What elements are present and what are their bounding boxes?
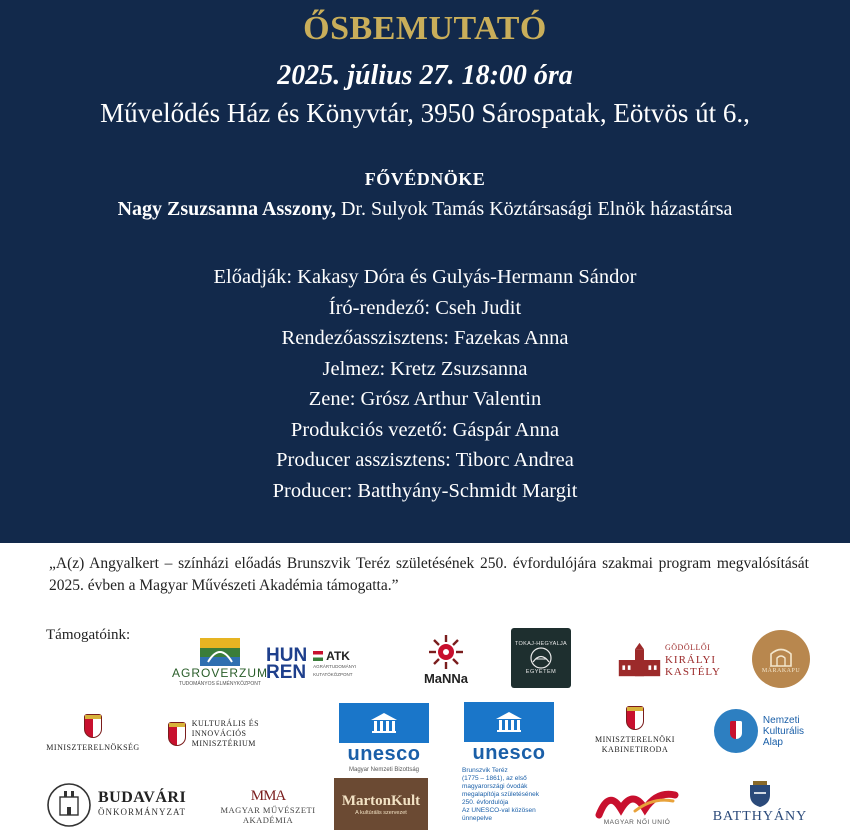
- tokaj-name: TOKAJ-HEGYALJA: [515, 641, 567, 647]
- batthyany-crest-icon: [745, 779, 775, 809]
- manna-logo: [418, 630, 474, 688]
- noi-unio-name: MAGYAR NŐI UNIÓ: [603, 818, 671, 826]
- budavari-logo: [46, 780, 198, 830]
- hungarian-coat-of-arms-icon: [168, 722, 186, 746]
- sarospatak-name: MÁRAKAPU: [761, 668, 801, 674]
- atk-label: ATK: [326, 649, 350, 663]
- godollo-castle-logo: [617, 634, 721, 686]
- hunren-atk-logo: [266, 645, 378, 683]
- mma-logo: [218, 780, 318, 832]
- martonkult-logo: [334, 778, 428, 830]
- agroverzum-icon: [200, 638, 240, 666]
- unesco1-name: unesco: [347, 742, 421, 765]
- credit-music: Zene: Grósz Arthur Valentin: [308, 388, 542, 410]
- event-datetime: 2025. július 27. 18:00 óra: [277, 60, 573, 91]
- kim-line2: MINISZTÉRIUM: [191, 739, 256, 748]
- supporters-label: Támogatóink:: [46, 627, 131, 643]
- kabinet-line1: MINISZTERELNÖKI: [595, 734, 675, 744]
- mma-mark: MMA: [250, 787, 286, 804]
- patron-name: Nagy Zsuzsanna Asszony,: [117, 198, 336, 220]
- budavari-line2: ÖNKORMÁNYZAT: [98, 807, 186, 817]
- manna-name: MaNNa: [423, 670, 469, 686]
- magyar-noi-unio-logo: [590, 782, 684, 830]
- mma-line1: MAGYAR MŰVÉSZETI: [220, 804, 316, 815]
- credits-list: [0, 262, 850, 506]
- patron-role: Dr. Sulyok Tamás Köztársasági Elnök házastársa: [335, 198, 733, 220]
- kim-line1: KULTURÁLIS ÉS INNOVÁCIÓS: [191, 719, 260, 738]
- event-title: ŐSBEMUTATÓ: [303, 10, 547, 47]
- budavari-line1: BUDAVÁRI: [98, 789, 187, 806]
- batthyany-name: BATTHYÁNY: [712, 809, 808, 824]
- atk-icon: [313, 651, 323, 661]
- tokaj-emblem-icon: [527, 647, 555, 669]
- hungarian-coat-of-arms-icon: [626, 706, 644, 730]
- credit-production-manager: Produkciós vezető: Gáspár Anna: [290, 418, 560, 441]
- nka-line1: Nemzeti: [762, 714, 800, 726]
- patron-line: [0, 198, 850, 221]
- unesco-national-commission-logo: [337, 702, 431, 774]
- unesco-temple-icon: [464, 702, 554, 742]
- mma-line2: AKADÉMIA: [242, 814, 294, 825]
- unesco2-text-4: megalapítója születésének: [462, 791, 539, 798]
- unesco2-text-7: ünnepelve: [462, 815, 492, 822]
- credit-costume: Jelmez: Kretz Zsuzsanna: [322, 357, 528, 380]
- unesco2-name: unesco: [472, 742, 546, 764]
- patron-heading: FŐVÉDNÖKE: [364, 169, 486, 189]
- credit-performers: Előadják: Kakasy Dóra és Gulyás-Hermann Sándor: [213, 266, 637, 288]
- agroverzum-sub: TUDOMÁNYOS ÉLMÉNYKÖZPONT: [179, 681, 261, 687]
- godollo-line3: KASTÉLY: [664, 666, 721, 678]
- batthyany-logo: [708, 774, 812, 830]
- martonkult-sub: A kultúrális szervezet: [355, 809, 407, 816]
- godollo-line1: GÖDÖLLŐI: [664, 643, 711, 652]
- nka-logo: [706, 705, 812, 757]
- sarospatak-medallion-logo: [752, 630, 810, 688]
- unesco1-sub: Magyar Nemzeti Bizottság: [348, 766, 420, 773]
- tokaj-university-logo: [511, 628, 571, 688]
- credit-writer-director: Író-rendező: Cseh Judit: [328, 296, 522, 319]
- noi-unio-mark-icon: [595, 787, 679, 819]
- event-venue: Művelődés Ház és Könyvtár, 3950 Sárospatak, Eötvös út 6.,: [100, 98, 750, 128]
- prime-minister-office-logo: [46, 706, 140, 760]
- nka-circle-icon: [714, 709, 758, 753]
- kabinet-line2: KABINETIRODA: [601, 744, 669, 754]
- nka-line3: Alap: [762, 736, 783, 748]
- godollo-line2: KIRÁLYI: [664, 654, 717, 666]
- hunren-line2: REN: [266, 662, 307, 683]
- agroverzum-logo: [172, 638, 269, 688]
- manna-sun-icon: [425, 633, 467, 671]
- hungarian-coat-of-arms-icon: [84, 714, 102, 738]
- credit-producer-assistant: Producer asszisztens: Tiborc Andrea: [276, 449, 574, 471]
- martonkult-name: MartonKult: [341, 792, 421, 809]
- agroverzum-name: AGROVERZUM: [172, 666, 269, 680]
- unesco2-text-2: (1775 – 1861), az első: [462, 775, 527, 782]
- tokaj-sub: EGYETEM: [525, 669, 557, 675]
- atk-sub: AGRÁRTUDOMÁNYI KUTATÓKÖZPONT: [313, 664, 357, 677]
- unesco-temple-icon: [339, 703, 429, 743]
- pm-cabinet-office-logo: [590, 700, 680, 760]
- min-office-name: MINISZTERELNÖKSÉG: [46, 742, 140, 752]
- kim-ministry-logo: [168, 712, 314, 756]
- support-statement: „A(z) Angyalkert – színházi előadás Brunszvik Teréz születésének 250. évfordulójára szakmai program megvalósítását 2025. évben a Magyar Művészeti Akadémia támogatta.”: [49, 555, 809, 594]
- unesco2-text-5: 250. évfordulója: [462, 799, 509, 806]
- unesco-brunszvik-logo: [462, 702, 556, 830]
- gate-icon: [768, 644, 794, 668]
- nka-line2: Kulturális: [762, 725, 805, 737]
- hunren-line1: HUN: [266, 645, 308, 666]
- credit-assistant-director: Rendezőasszisztens: Fazekas Anna: [281, 327, 569, 349]
- unesco2-text-6: Az UNESCO-val közösen: [462, 807, 536, 814]
- budavari-seal-icon: [46, 782, 92, 828]
- unesco2-text-3: magyarországi óvodák: [462, 783, 528, 790]
- credit-producer: Producer: Batthyány-Schmidt Margit: [272, 479, 578, 502]
- castle-icon: [617, 640, 662, 680]
- unesco2-text-1: Brunszvik Teréz: [462, 767, 508, 774]
